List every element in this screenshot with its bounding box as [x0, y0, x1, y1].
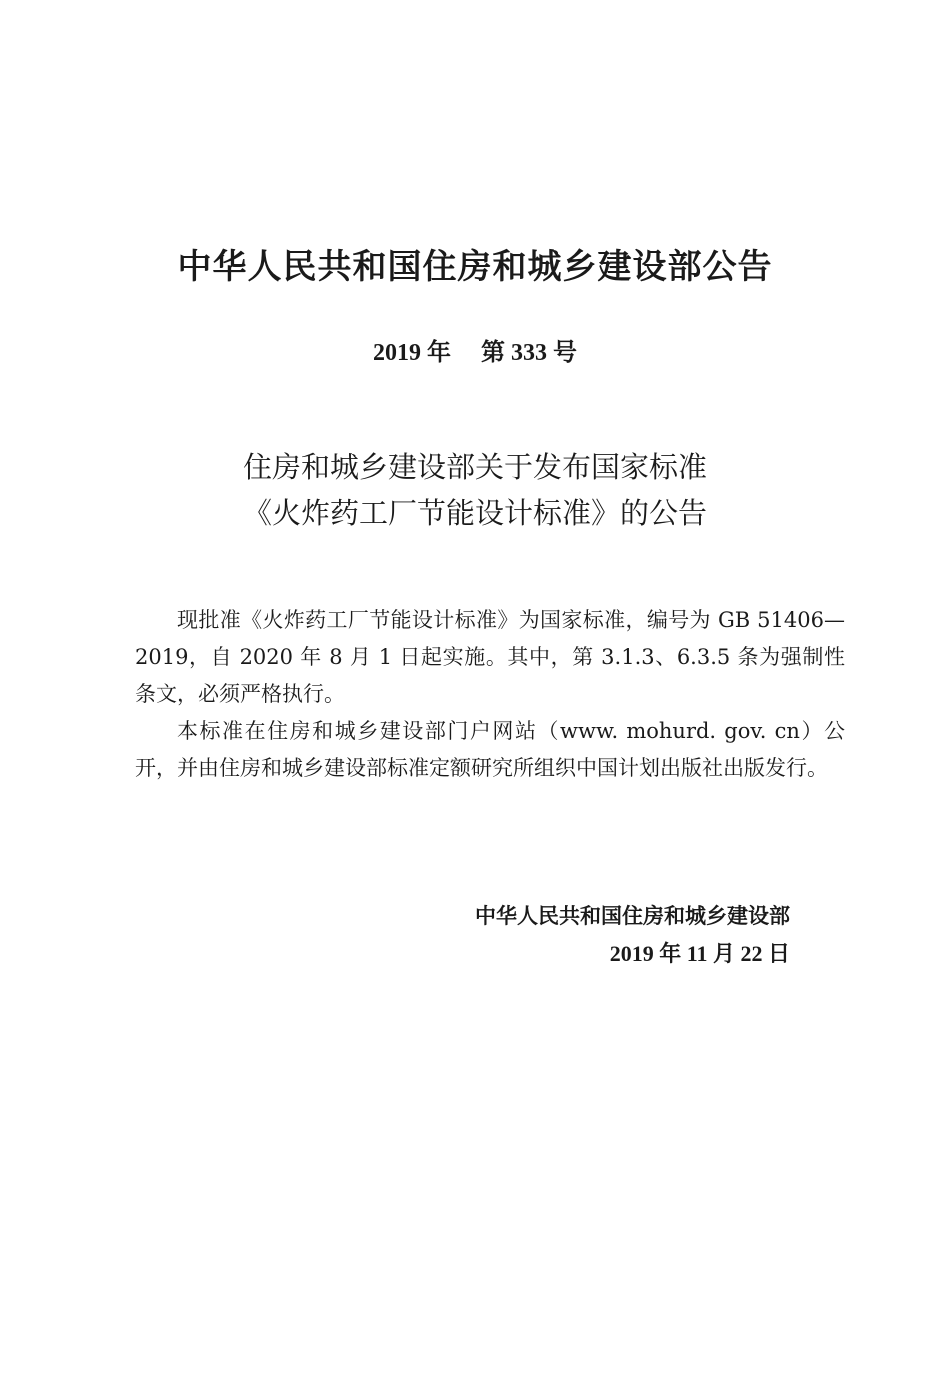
issue-date: 2019 年 11 月 22 日 — [609, 941, 790, 966]
announcement-serial: 第 333 号 — [481, 340, 577, 366]
title-line-2: 《火炸药工厂节能设计标准》的公告 — [242, 496, 707, 530]
announcement-body — [135, 602, 845, 787]
announcement-heading: 中华人民共和国住房和城乡建设部公告 — [177, 247, 773, 287]
signature-block — [475, 898, 790, 972]
announcement-year: 2019 年 — [373, 340, 451, 366]
announcement-title — [0, 444, 950, 536]
body-paragraph-2: 本标准在住房和城乡建设部门户网站（www. mohurd. gov. cn）公开，并由住房和城乡建设部标准定额研究所组织中国计划出版社出版发行。 — [135, 719, 845, 780]
body-paragraph-1: 现批准《火炸药工厂节能设计标准》为国家标准，编号为 GB 51406—2019，自 2020 年 8 月 1 日起实施。其中，第 3.1.3、6.3.5 条为强制性条文，必须严格执行。 — [135, 608, 845, 706]
title-line-1: 住房和城乡建设部关于发布国家标准 — [242, 450, 707, 484]
announcement-number — [0, 336, 950, 370]
issuer-name: 中华人民共和国住房和城乡建设部 — [475, 904, 790, 928]
